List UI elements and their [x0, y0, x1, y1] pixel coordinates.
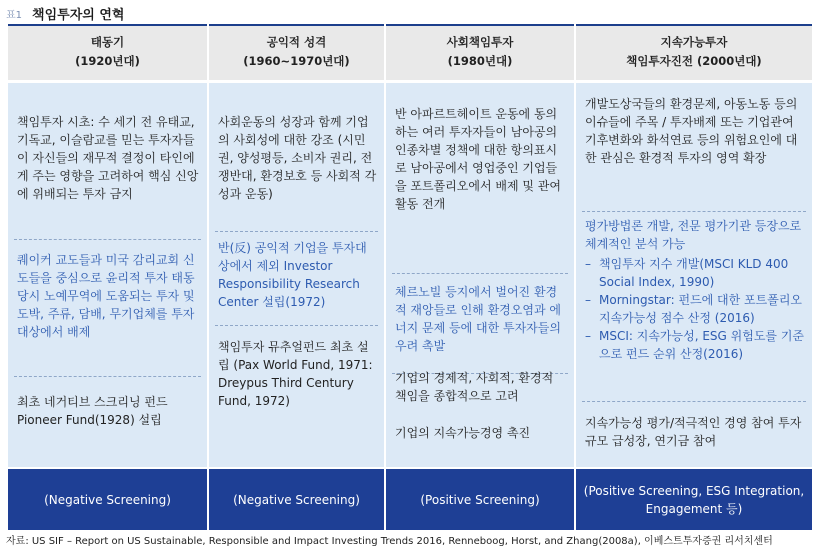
column-body	[8, 83, 207, 467]
dashed-divider	[392, 273, 568, 274]
header-title: 공익적 성격	[266, 35, 327, 49]
text-block: 사회운동의 성장과 함께 기업의 사회성에 대한 강조 (시민권, 양성평등, 소비자 권리, 전쟁반대, 환경보호 등 사회적 각성과 운동)	[218, 115, 377, 201]
table-title: 책임투자의 연혁	[32, 7, 125, 23]
table-number: 표1	[6, 9, 23, 21]
list-item: – 책임투자 지수 개발(MSCI KLD 400 Social Index, 1990)	[585, 255, 806, 291]
text-block: 책임투자 뮤추얼펀드 최초 설립 (Pax World Fund, 1971: Dreypus Third Century Fund, 1972)	[218, 340, 373, 408]
header-title: 지속가능투자	[660, 35, 728, 49]
column-emergence	[8, 24, 207, 530]
header-period: 책임투자진전 (2000년대)	[626, 54, 762, 68]
text-block: 기업의 지속가능경영 촉진	[395, 426, 531, 440]
dashed-divider	[582, 401, 806, 402]
column-body	[386, 83, 574, 467]
text-block-highlight: 평가방법론 개발, 전문 평가기관 등장으로 체계적인 분석 가능	[585, 219, 802, 251]
text-block: 개발도상국들의 환경문제, 아동노동 등의 이슈들에 주목 / 투자배제 또는 기업관여 기후변화와 화석연료 등의 위험요인에 대한 관심은 환경적 투자의 영역 확장	[585, 97, 798, 165]
list-item: – MSCI: 지속가능성, ESG 위험도를 기준으로 펀드 순위 산정(2016)	[585, 327, 806, 363]
text-block: 책임투자 시초: 수 세기 전 유태교, 기독교, 이슬람교를 믿는 투자자들이 자신들의 재무적 결정이 타인에게 주는 영향을 고려하여 핵심 신앙에 위배되는 투자 금지	[17, 115, 199, 201]
header-period: (1980년대)	[447, 54, 513, 68]
text-block: 지속가능성 평가/적극적인 경영 참여 투자규모 급성장, 연기금 참여	[585, 416, 802, 448]
dashed-divider	[215, 231, 378, 232]
column-body	[576, 83, 812, 467]
table-caption	[6, 4, 124, 22]
text-block: 기업의 경제적, 사회적, 환경적 책임을 종합적으로 고려	[395, 371, 554, 403]
column-footer: (Positive Screening)	[386, 469, 574, 530]
header-title: 태동기	[90, 35, 125, 49]
column-public-interest	[209, 24, 384, 530]
column-header	[576, 24, 812, 80]
dashed-divider	[582, 211, 806, 212]
column-body	[209, 83, 384, 467]
text-block-highlight: 반(反) 공익적 기업을 투자대상에서 제외 Investor Responsibility Research Center 설립(1972)	[218, 241, 367, 309]
column-header	[8, 24, 207, 80]
text-block: 반 아파르트헤이트 운동에 동의하는 여러 투자자들이 남아공의 인종차별 정책에 대한 항의표시로 남아공에서 영업중인 기업들을 포트폴리오에서 배제 및 관여활동 전개	[395, 107, 561, 211]
header-period: (1920년대)	[75, 54, 140, 68]
dashed-divider	[14, 239, 201, 240]
column-footer: (Negative Screening)	[209, 469, 384, 530]
text-block-highlight: 체르노빌 등지에서 벌어진 환경적 재앙들로 인해 환경오염과 에너지 문제 등에 대한 투자자들의 우려 촉발	[395, 285, 561, 353]
column-header	[209, 24, 384, 80]
source-note: 자료: US SIF – Report on US Sustainable, Responsible and Impact Investing Trends 2016, Renneboog, Horst, and Zhang(2008a), 이베스트투자증권 리서치센터	[6, 536, 773, 547]
text-block-highlight: 퀘이커 교도들과 미국 감리교회 신도들을 중심으로 윤리적 투자 태동 당시 노예무역에 도움되는 투자 및 도박, 주류, 담배, 무기업체를 투자 대상에서 배제	[17, 253, 195, 339]
list-item: – Morningstar: 펀드에 대한 포트폴리오 지속가능성 점수 산정 (2016)	[585, 291, 806, 327]
header-title: 사회책임투자	[446, 35, 514, 49]
header-period: (1960~1970년대)	[243, 54, 350, 68]
dashed-divider	[14, 376, 201, 377]
feature-list	[585, 255, 806, 363]
dashed-divider	[215, 325, 378, 326]
column-sri	[386, 24, 574, 530]
column-sustainable	[576, 24, 812, 530]
history-table	[8, 24, 812, 530]
text-block: 최초 네거티브 스크리닝 펀드 Pioneer Fund(1928) 설립	[17, 395, 168, 427]
column-footer: (Negative Screening)	[8, 469, 207, 530]
column-footer: (Positive Screening, ESG Integration, Engagement 등)	[576, 469, 812, 530]
column-header	[386, 24, 574, 80]
